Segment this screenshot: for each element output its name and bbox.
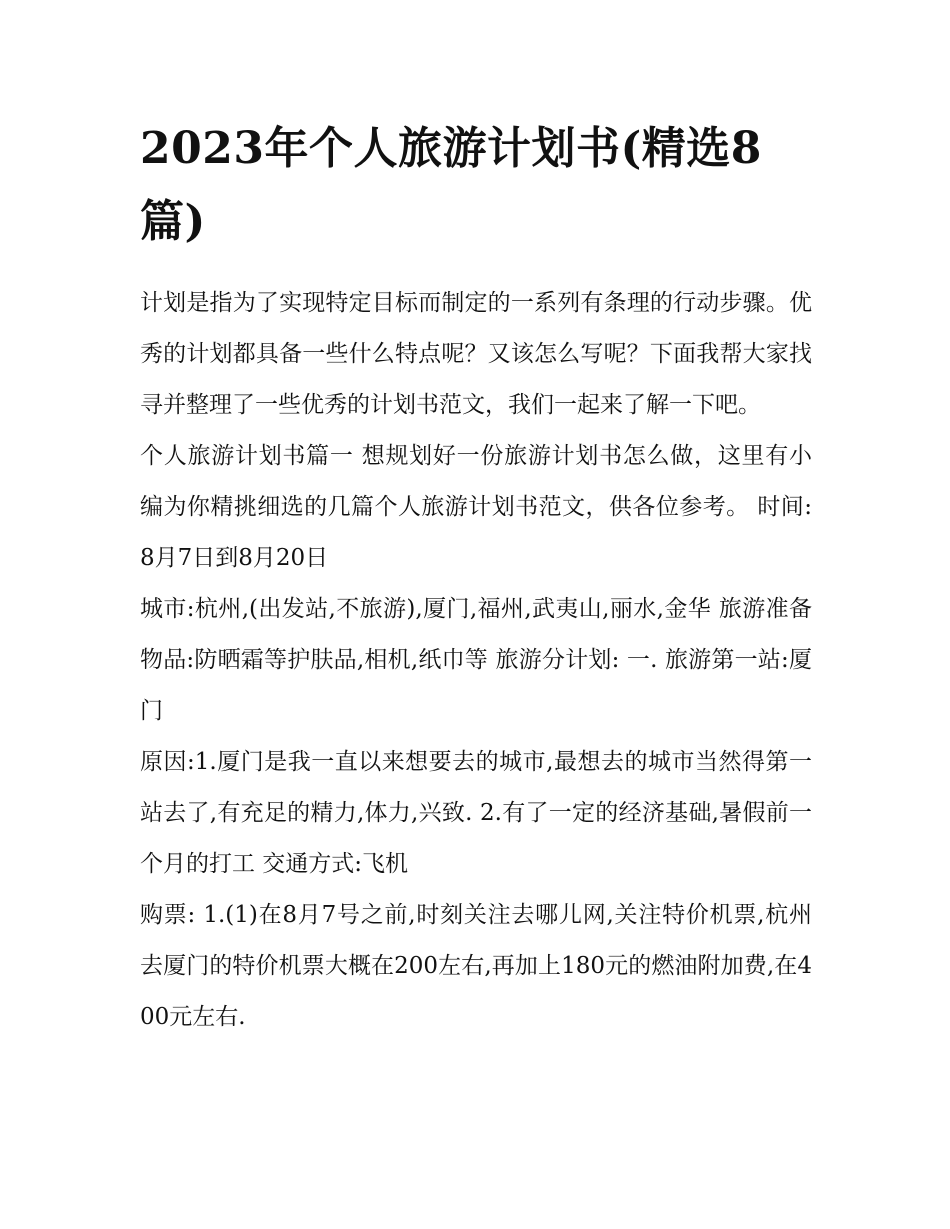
paragraph-tickets: 购票: 1.(1)在8月7号之前,时刻关注去哪儿网,关注特价机票,杭州去厦门的特价机票大概在200左右,再加上180元的燃油附加费,在400元左右. <box>140 902 812 1030</box>
paragraph-plan-one: 个人旅游计划书篇一 想规划好一份旅游计划书怎么做，这里有小编为你精挑细选的几篇个人旅游计划书范文，供各位参考。 时间:8月7日到8月20日 <box>140 443 812 571</box>
paragraph-intro: 计划是指为了实现特定目标而制定的一系列有条理的行动步骤。优秀的计划都具备一些什么特点呢？又该怎么写呢？下面我帮大家找寻并整理了一些优秀的计划书范文，我们一起来了解一下吧。 <box>140 290 812 418</box>
document-page <box>140 112 812 1043</box>
paragraph-cities: 城市:杭州,(出发站,不旅游),厦门,福州,武夷山,丽水,金华 旅游准备物品:防晒霜等护肤品,相机,纸巾等 旅游分计划: 一. 旅游第一站:厦门 <box>140 596 812 724</box>
paragraph-reason: 原因:1.厦门是我一直以来想要去的城市,最想去的城市当然得第一站去了,有充足的精力,体力,兴致. 2.有了一定的经济基础,暑假前一个月的打工 交通方式:飞机 <box>140 749 812 877</box>
document-title: 2023年个人旅游计划书(精选8篇) <box>140 123 762 247</box>
